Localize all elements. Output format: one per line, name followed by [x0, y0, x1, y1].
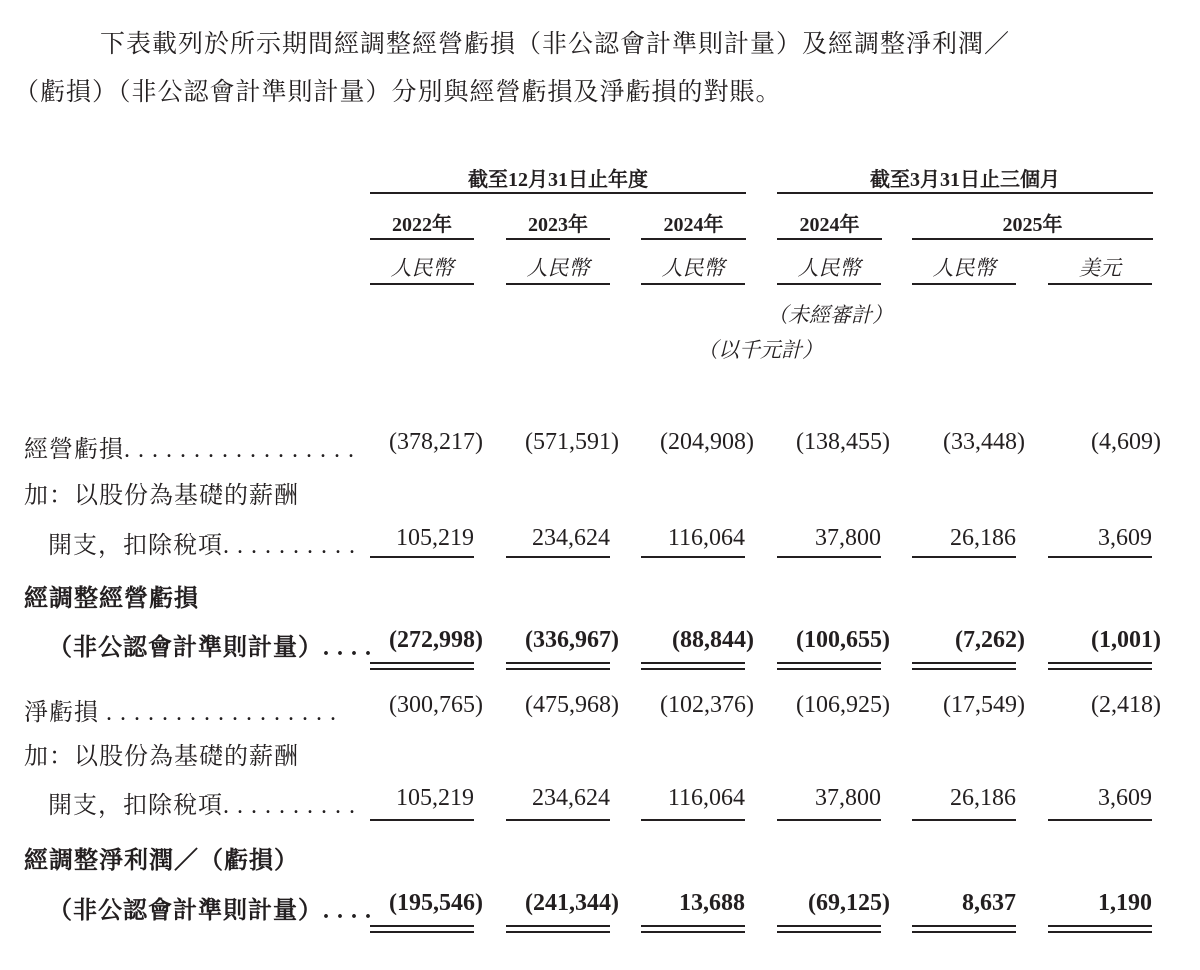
total-double-underline [1048, 668, 1152, 670]
year-header: 2025年 [1002, 214, 1063, 236]
year-rule [641, 238, 746, 240]
currency-header: 人民幣 [797, 256, 861, 280]
row-value: 8,637 [962, 890, 1016, 916]
subtotal-underline [370, 556, 474, 558]
row-value: 37,800 [815, 525, 881, 551]
currency-header: 人民幣 [932, 256, 996, 280]
row-value: (69,125) [808, 890, 890, 916]
total-double-underline [912, 925, 1016, 927]
row-value: (7,262) [955, 627, 1025, 653]
subtotal-underline [1048, 819, 1152, 821]
year-rule [370, 238, 474, 240]
row-label: 淨虧損 . . . . . . . . . . . . . . . . . [24, 700, 337, 726]
currency-header: 人民幣 [526, 256, 590, 280]
row-value: (88,844) [672, 627, 754, 653]
total-double-underline [641, 931, 745, 933]
total-double-underline [1048, 662, 1152, 664]
subtotal-underline [1048, 556, 1152, 558]
row-label: 經調整淨利潤／（虧損） [24, 848, 299, 874]
currency-header: 人民幣 [390, 256, 454, 280]
row-value: 105,219 [396, 525, 474, 551]
row-value: (195,546) [389, 890, 483, 916]
total-double-underline [777, 668, 881, 670]
total-double-underline [370, 925, 474, 927]
row-value: 3,609 [1098, 525, 1152, 551]
currency-rule [1048, 283, 1152, 285]
row-value: (571,591) [525, 429, 619, 455]
total-double-underline [912, 931, 1016, 933]
total-double-underline [506, 662, 610, 664]
year-rule [777, 238, 882, 240]
subtotal-underline [777, 819, 881, 821]
subtotal-underline [506, 556, 610, 558]
total-double-underline [641, 662, 745, 664]
row-value: (241,344) [525, 890, 619, 916]
currency-rule [641, 283, 745, 285]
total-double-underline [506, 668, 610, 670]
total-double-underline [370, 668, 474, 670]
row-value: 234,624 [532, 785, 610, 811]
row-value: (2,418) [1091, 692, 1161, 718]
intro-line-2: （虧損）（非公認會計準則計量）分別與經營虧損及淨虧損的對賬。 [14, 79, 782, 106]
row-label: （非公認會計準則計量）. . . . [48, 635, 372, 661]
year-header: 2024年 [663, 214, 724, 236]
total-double-underline [1048, 931, 1152, 933]
currency-header: 人民幣 [661, 256, 725, 280]
row-value: (272,998) [389, 627, 483, 653]
row-value: (204,908) [660, 429, 754, 455]
row-value: (102,376) [660, 692, 754, 718]
row-label: 開支，扣除稅項. . . . . . . . . . [48, 533, 356, 559]
row-value: 37,800 [815, 785, 881, 811]
total-double-underline [506, 925, 610, 927]
subtotal-underline [641, 556, 745, 558]
unaudited-note: （未經審計） [767, 303, 893, 327]
row-value: (106,925) [796, 692, 890, 718]
total-double-underline [777, 931, 881, 933]
header-group-year-ended: 截至12月31日止年度 [468, 169, 648, 191]
year-rule [912, 238, 1153, 240]
subtotal-underline [641, 819, 745, 821]
subtotal-underline [912, 819, 1016, 821]
row-label: 加：以股份為基礎的薪酬 [24, 744, 299, 770]
total-double-underline [1048, 925, 1152, 927]
currency-rule [777, 283, 881, 285]
header-rule [370, 192, 746, 194]
unit-note: （以千元計） [697, 338, 823, 362]
total-double-underline [912, 668, 1016, 670]
row-value: (378,217) [389, 429, 483, 455]
total-double-underline [370, 931, 474, 933]
currency-rule [370, 283, 474, 285]
header-rule [777, 192, 1153, 194]
currency-rule [506, 283, 610, 285]
header-group-three-months: 截至3月31日止三個月 [870, 169, 1060, 191]
row-value: (4,609) [1091, 429, 1161, 455]
total-double-underline [641, 925, 745, 927]
row-value: 26,186 [950, 525, 1016, 551]
row-value: 26,186 [950, 785, 1016, 811]
row-value: 105,219 [396, 785, 474, 811]
row-value: (138,455) [796, 429, 890, 455]
row-value: (336,967) [525, 627, 619, 653]
currency-rule [912, 283, 1016, 285]
row-value: (475,968) [525, 692, 619, 718]
total-double-underline [506, 931, 610, 933]
row-value: 1,190 [1098, 890, 1152, 916]
subtotal-underline [912, 556, 1016, 558]
row-label: 加：以股份為基礎的薪酬 [24, 483, 299, 509]
currency-header: 美元 [1079, 256, 1121, 280]
year-header: 2024年 [799, 214, 860, 236]
row-value: 13,688 [679, 890, 745, 916]
row-label: （非公認會計準則計量）. . . . [48, 898, 372, 924]
total-double-underline [641, 668, 745, 670]
intro-line-1: 下表載列於所示期間經調整經營虧損（非公認會計準則計量）及經調整淨利潤／ [100, 31, 1011, 58]
row-value: 3,609 [1098, 785, 1152, 811]
subtotal-underline [370, 819, 474, 821]
total-double-underline [912, 662, 1016, 664]
row-value: (17,549) [943, 692, 1025, 718]
row-value: 116,064 [667, 525, 745, 551]
row-value: (300,765) [389, 692, 483, 718]
row-value: (1,001) [1091, 627, 1161, 653]
total-double-underline [370, 662, 474, 664]
year-header: 2023年 [528, 214, 588, 236]
subtotal-underline [777, 556, 881, 558]
row-value: 116,064 [667, 785, 745, 811]
row-label: 經營虧損. . . . . . . . . . . . . . . . . [24, 437, 355, 463]
row-label: 經調整經營虧損 [24, 586, 199, 612]
year-header: 2022年 [392, 214, 452, 236]
row-value: (33,448) [943, 429, 1025, 455]
subtotal-underline [506, 819, 610, 821]
row-value: 234,624 [532, 525, 610, 551]
row-label: 開支，扣除稅項. . . . . . . . . . [48, 793, 356, 819]
year-rule [506, 238, 610, 240]
row-value: (100,655) [796, 627, 890, 653]
total-double-underline [777, 662, 881, 664]
total-double-underline [777, 925, 881, 927]
